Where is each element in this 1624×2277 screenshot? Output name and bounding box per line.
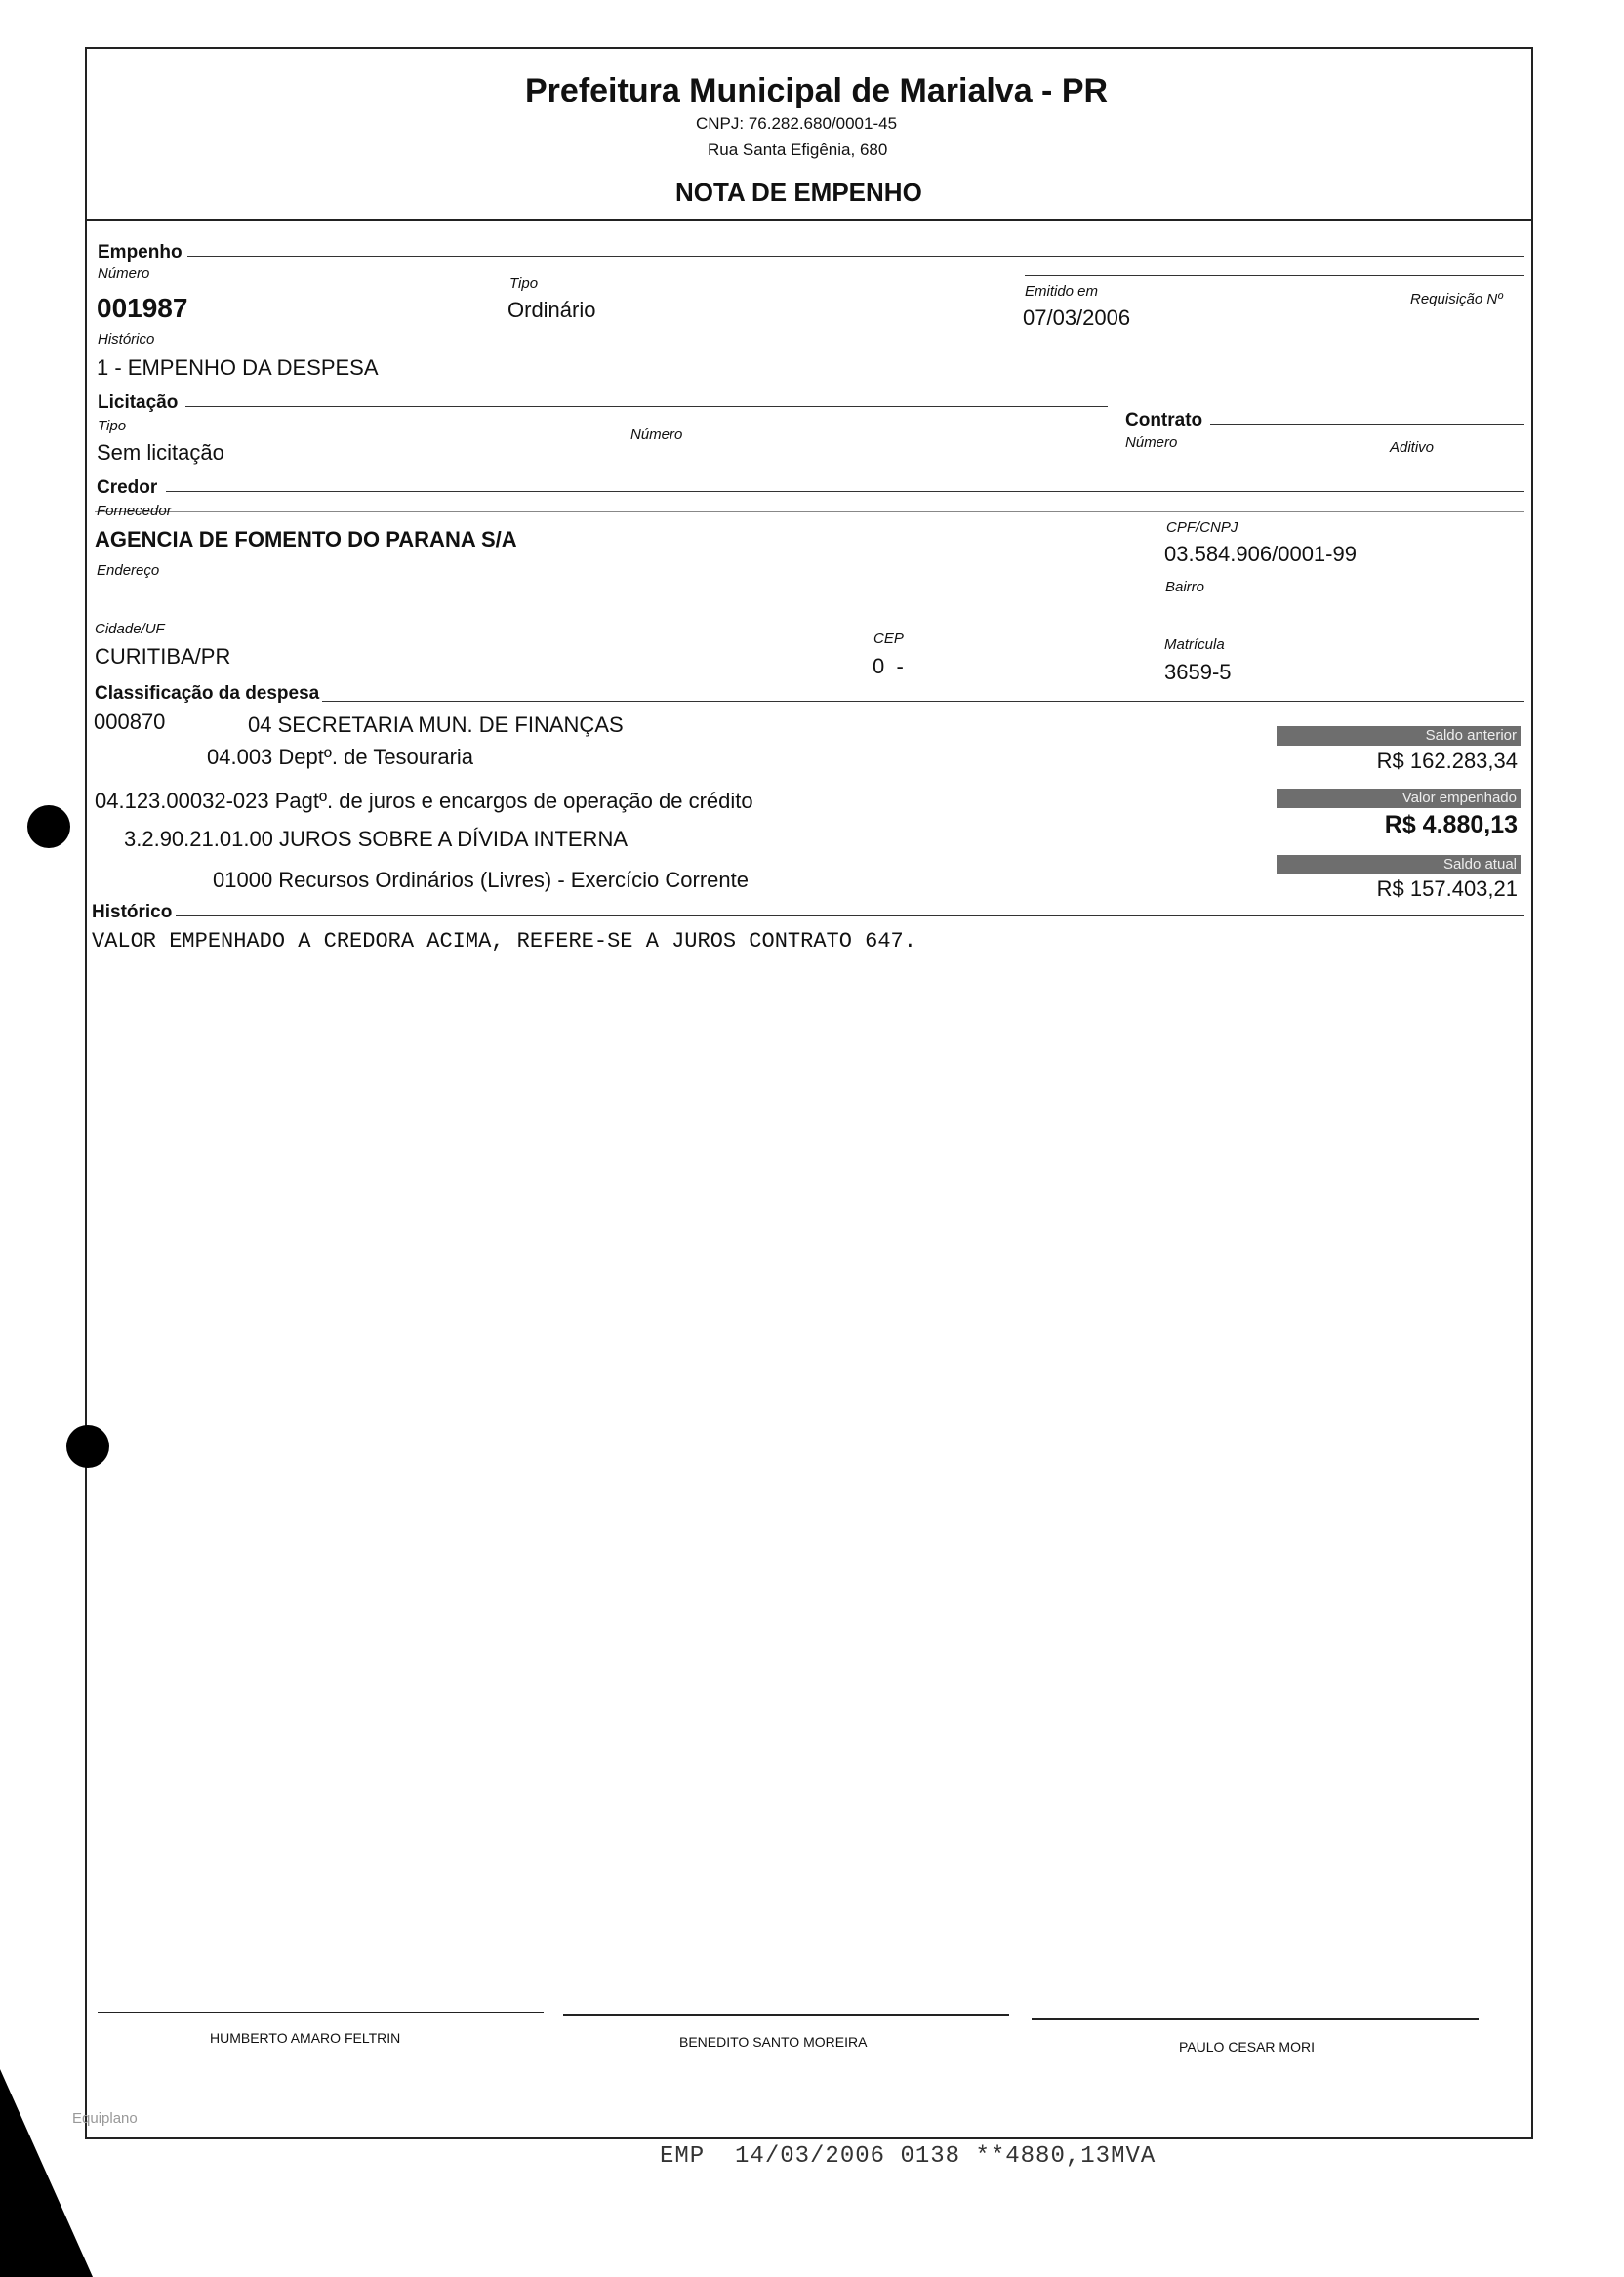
saldo-anterior-bar: Saldo anterior [1277, 726, 1521, 746]
address-line: Rua Santa Efigênia, 680 [708, 141, 888, 159]
cnpj-line: CNPJ: 76.282.680/0001-45 [696, 114, 898, 133]
empenho-rule [187, 256, 1524, 257]
empenho-numero-label: Número [98, 265, 150, 282]
valor-empenhado-value: R$ 4.880,13 [1384, 811, 1518, 838]
contrato-aditivo-label: Aditivo [1390, 439, 1435, 456]
empenho-historico-label: Histórico [98, 331, 155, 347]
fornecedor-name: AGENCIA DE FOMENTO DO PARANA S/A [95, 527, 517, 551]
classificacao-funcional: 04.123.00032-023 Pagtº. de juros e encargos de operação de crédito [95, 789, 753, 813]
valor-empenhado-bar: Valor empenhado [1277, 789, 1521, 808]
header-separator [85, 219, 1531, 221]
cpf-cnpj-label: CPF/CNPJ [1166, 519, 1238, 536]
saldo-atual-bar: Saldo atual [1277, 855, 1521, 874]
cpf-cnpj: 03.584.906/0001-99 [1164, 542, 1357, 566]
scan-shadow [0, 2069, 107, 2277]
document-title: NOTA DE EMPENHO [675, 178, 922, 207]
credor-rule [166, 491, 1524, 492]
classificacao-rule [322, 701, 1524, 702]
historico-rule [176, 915, 1524, 916]
saldo-atual-value: R$ 157.403,21 [1376, 876, 1518, 901]
classificacao-code: 000870 [94, 710, 166, 734]
cep-label: CEP [873, 630, 904, 647]
classificacao-departamento: 04.003 Deptº. de Tesouraria [207, 745, 474, 769]
licitacao-tipo-label: Tipo [98, 418, 127, 434]
contrato-numero-label: Número [1125, 434, 1178, 451]
emitido-date: 07/03/2006 [1023, 305, 1131, 330]
cep-value: 0 - [873, 654, 904, 678]
signature-name-2: BENEDITO SANTO MOREIRA [679, 2034, 868, 2050]
signature-name-1: HUMBERTO AMARO FELTRIN [210, 2030, 401, 2046]
signature-line-2 [563, 2014, 1009, 2016]
credor-rule-2 [95, 511, 1524, 512]
licitacao-rule [185, 406, 1108, 407]
fornecedor-label: Fornecedor [97, 503, 172, 519]
licitacao-numero-label: Número [630, 427, 683, 443]
credor-section-title: Credor [97, 477, 158, 498]
software-watermark: Equiplano [72, 2110, 138, 2127]
cidade-uf: CURITIBA/PR [95, 644, 231, 669]
empenho-numero: 001987 [97, 293, 188, 323]
endereco-label: Endereço [97, 562, 160, 579]
contrato-section-title: Contrato [1125, 410, 1203, 430]
punch-hole-bottom [66, 1425, 109, 1468]
city-hall-title: Prefeitura Municipal de Marialva - PR [525, 72, 1109, 109]
matricula-label: Matrícula [1164, 636, 1225, 653]
historico-text: VALOR EMPENHADO A CREDORA ACIMA, REFERE-SE A JUROS CONTRATO 647. [92, 929, 916, 954]
bairro-label: Bairro [1165, 579, 1205, 595]
punch-hole-top [27, 805, 70, 848]
classificacao-section-title: Classificação da despesa [95, 683, 320, 704]
matricula-value: 3659-5 [1164, 660, 1232, 684]
contrato-rule [1210, 424, 1524, 425]
empenho-rule-2 [1025, 275, 1524, 276]
empenho-tipo: Ordinário [508, 298, 596, 322]
requisicao-label: Requisição Nº [1410, 291, 1503, 307]
licitacao-tipo: Sem licitação [97, 440, 224, 465]
cidade-label: Cidade/UF [95, 621, 165, 637]
empenho-section-title: Empenho [98, 242, 183, 263]
bank-stamp: EMP 14/03/2006 0138 **4880,13MVA [660, 2143, 1157, 2170]
signature-line-1 [98, 2012, 544, 2013]
emitido-label: Emitido em [1025, 283, 1099, 300]
classificacao-elemento: 3.2.90.21.01.00 JUROS SOBRE A DÍVIDA INTERNA [124, 827, 629, 851]
saldo-anterior-value: R$ 162.283,34 [1376, 749, 1518, 773]
signature-name-3: PAULO CESAR MORI [1179, 2039, 1315, 2054]
empenho-tipo-label: Tipo [509, 275, 539, 292]
classificacao-secretaria: 04 SECRETARIA MUN. DE FINANÇAS [248, 712, 624, 737]
classificacao-recurso: 01000 Recursos Ordinários (Livres) - Exercício Corrente [213, 868, 749, 892]
historico-section-title: Histórico [92, 902, 173, 922]
empenho-historico: 1 - EMPENHO DA DESPESA [97, 355, 379, 380]
licitacao-section-title: Licitação [98, 392, 179, 413]
signature-line-3 [1032, 2018, 1479, 2020]
